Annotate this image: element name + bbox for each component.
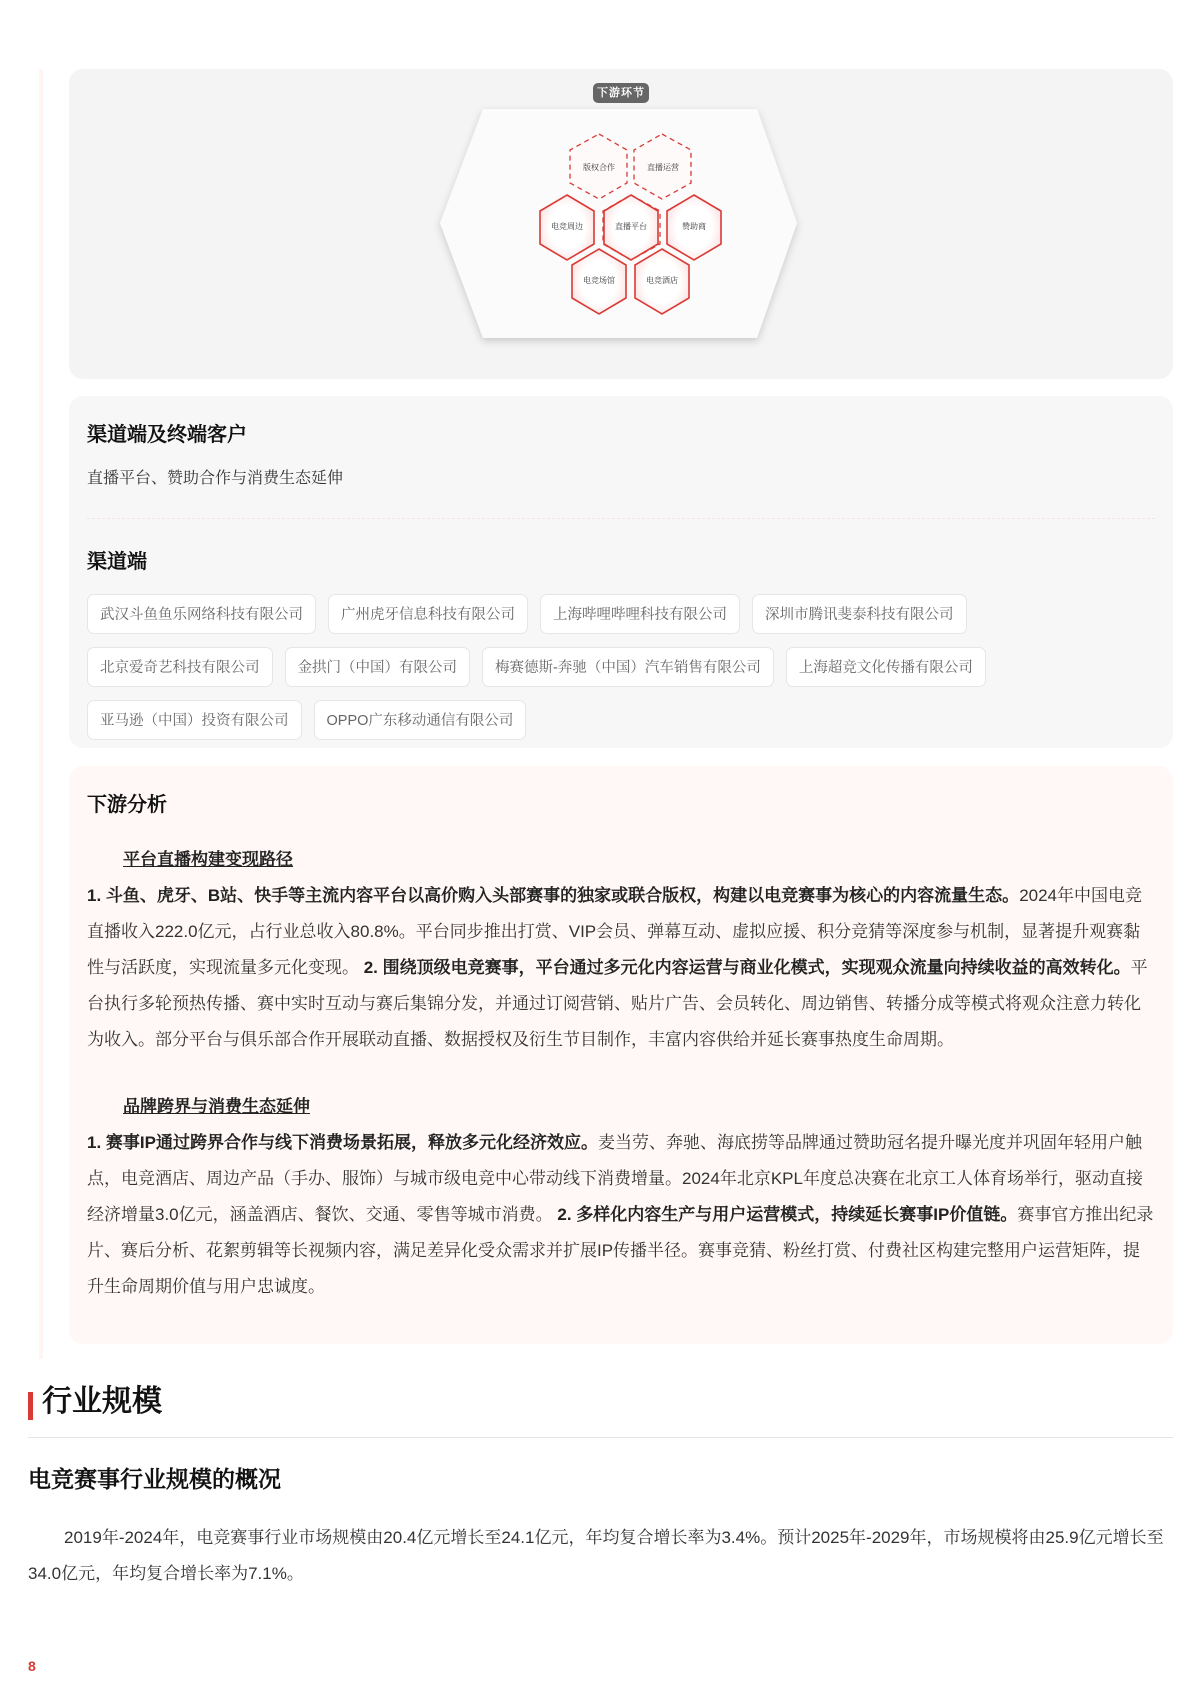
bold-lead: 1. 赛事IP通过跨界合作与线下消费场景拓展，释放多元化经济效应。 [87, 1133, 598, 1152]
channel-card [69, 396, 1173, 748]
company-tag[interactable]: 广州虎牙信息科技有限公司 [328, 594, 528, 634]
company-tag[interactable]: 上海超竞文化传播有限公司 [786, 647, 986, 687]
section-divider [28, 1437, 1173, 1438]
company-tag[interactable]: 武汉斗鱼鱼乐网络科技有限公司 [87, 594, 316, 634]
page-number: 8 [28, 1658, 36, 1674]
analysis-section-heading: 平台直播构建变现路径 [123, 850, 293, 869]
paragraph-text: 赛事官方推出纪录片、赛后分析、花絮剪辑等长视频内容，满足差异化受众需求并扩展IP传播半径。赛事竞猜、粉丝打赏、付费社区构建完整用户运营矩阵，提升生命周期价值与用户忠诚度。 [87, 1205, 1154, 1296]
channel-card-title: 渠道端及终端客户 [87, 424, 247, 446]
section-title: 行业规模 [42, 1385, 162, 1418]
analysis-paragraph [87, 1125, 1155, 1305]
hex-label: 电竞酒店 [646, 276, 678, 285]
channel-card-subtitle: 直播平台、赞助合作与消费生态延伸 [87, 470, 344, 487]
hex-label: 直播平台 [615, 222, 647, 231]
hex-label: 版权合作 [583, 163, 615, 172]
company-tag[interactable]: 梅赛德斯-奔驰（中国）汽车销售有限公司 [482, 647, 774, 687]
company-tag-list [87, 594, 1155, 740]
divider [87, 518, 1155, 519]
hex-label: 直播运营 [647, 163, 679, 172]
company-tag[interactable]: 亚马逊（中国）投资有限公司 [87, 700, 302, 740]
company-tag[interactable]: 北京爱奇艺科技有限公司 [87, 647, 273, 687]
industry-paragraph: 2019年-2024年，电竞赛事行业市场规模由20.4亿元增长至24.1亿元，年均复合增长率为3.4%。预计2025年-2029年，市场规模将由25.9亿元增长至34.0亿元，年均复合增长率为7.1%。 [28, 1528, 1164, 1583]
downstream-analysis-card [69, 766, 1173, 1344]
company-tag[interactable]: 金拱门（中国）有限公司 [285, 647, 471, 687]
bold-lead: 2. 围绕顶级电竞赛事，平台通过多元化内容运营与商业化模式，实现观众流量向持续收益的高效转化。 [359, 958, 1131, 977]
bold-lead: 1. 斗鱼、虎牙、B站、快手等主流内容平台以高价购入头部赛事的独家或联合版权，构建以电竞赛事为核心的内容流量生态。 [87, 886, 1020, 905]
stage-badge: 下游环节 [593, 83, 649, 103]
company-tag[interactable]: 上海哔哩哔哩科技有限公司 [540, 594, 740, 634]
paragraph-text: 平台执行多轮预热传播、赛中实时互动与赛后集锦分发，并通过订阅营销、贴片广告、会员转化、周边销售、转播分成等模式将观众注意力转化为收入。部分平台与俱乐部合作开展联动直播、数据授权及衍生节目制作，丰富内容供给并延长赛事热度生命周期。 [87, 958, 1148, 1049]
subsection-title: 电竞赛事行业规模的概况 [28, 1466, 281, 1492]
hex-label: 电竞场馆 [583, 276, 615, 285]
analysis-section-heading: 品牌跨界与消费生态延伸 [123, 1097, 310, 1116]
hexagon-diagram [0, 0, 1200, 400]
company-tag[interactable]: 深圳市腾讯斐泰科技有限公司 [752, 594, 967, 634]
channel-title: 渠道端 [87, 551, 147, 573]
company-tag[interactable]: OPPO广东移动通信有限公司 [314, 700, 527, 740]
analysis-title: 下游分析 [87, 794, 167, 816]
bold-lead: 2. 多样化内容生产与用户运营模式，持续延长赛事IP价值链。 [552, 1205, 1018, 1224]
hex-label: 赞助商 [682, 222, 706, 231]
paragraph-text: 麦当劳、奔驰、海底捞等品牌通过赞助冠名提升曝光度并巩固年轻用户触点，电竞酒店、周边产品（手办、服饰）与城市级电竞中心带动线下消费增量。2024年北京KPL年度总决赛在北京工人体育场举行，驱动直接经济增量3.0亿元，涵盖酒店、餐饮、交通、零售等城市消费。 [87, 1133, 1143, 1224]
paragraph-text: 2024年中国电竞直播收入222.0亿元，占行业总收入80.8%。平台同步推出打赏、VIP会员、弹幕互动、虚拟应援、积分竞猜等深度参与机制，显著提升观赛黏性与活跃度，实现流量多元化变现。 [87, 886, 1143, 977]
hex-label: 电竞周边 [551, 222, 583, 231]
analysis-paragraph [87, 878, 1155, 1058]
